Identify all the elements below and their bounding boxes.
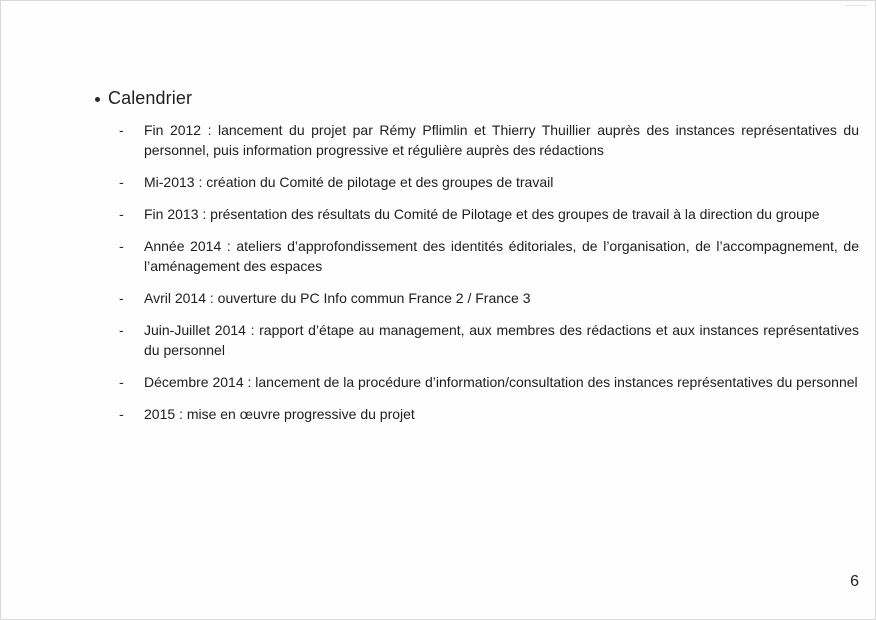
bullet-dot-icon [95, 97, 100, 102]
timeline-item: - Fin 2013 : présentation des résultats du Comité de Pilotage et des groupes de travail à la direction du groupe [119, 204, 859, 224]
section-header [95, 85, 875, 111]
timeline-list [119, 120, 859, 436]
timeline-item: - Juin-Juillet 2014 : rapport d’étape au management, aux membres des rédactions et aux instances représentatives du personnel [119, 320, 859, 360]
timeline-item: - Fin 2012 : lancement du projet par Rémy Pflimlin et Thierry Thuillier auprès des instances représentatives du personnel, puis information progressive et régulière auprès des rédactions [119, 120, 859, 160]
page-number: 6 [850, 573, 859, 590]
timeline-item: - Avril 2014 : ouverture du PC Info commun France 2 / France 3 [119, 288, 859, 308]
timeline-item: - 2015 : mise en œuvre progressive du projet [119, 404, 859, 424]
calendar-section [95, 85, 875, 422]
scan-edge-mark [845, 5, 867, 6]
section-title: Calendrier [108, 88, 193, 108]
timeline-item: - Mi-2013 : création du Comité de pilotage et des groupes de travail [119, 172, 859, 192]
timeline-item: - Décembre 2014 : lancement de la procédure d’information/consultation des instances représentatives du personnel [119, 372, 859, 392]
timeline-item: - Année 2014 : ateliers d’approfondissement des identités éditoriales, de l’organisation, de l’accompagnement, de l’aménagement des espaces [119, 236, 859, 276]
